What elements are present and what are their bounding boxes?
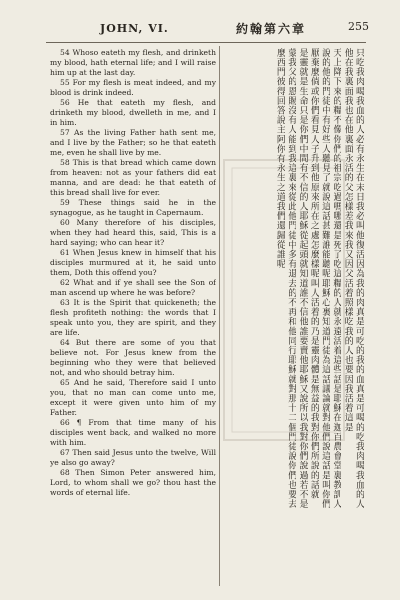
chinese-text-line: 他在我裏面我也在他裏面永活的父怎樣差我來我又因父活着照樣吃我的人也要因我活着這是	[342, 48, 353, 432]
chinese-text-line: 說的他的門徒中有好些人聽見了就說這話甚難誰能聽呢耶穌心裏知道門徒為這話議論就對他們說這話是叫你們	[320, 48, 331, 509]
verse: 65 And he said, Therefore said I unto you, that no man can come unto me, except it were given unto him of my Father.	[50, 378, 216, 417]
chinese-text-line: 蒙我父的恩賜沒有人能到我這裏來從此他門徒中多有退去的不再和他同行耶穌就對那十二個門徒說你們也要去	[286, 48, 297, 509]
verse: 55 For my flesh is meat indeed, and my blood is drink indeed.	[50, 78, 216, 97]
verse: 67 Then said Jesus unto the twelve, Will ye also go away?	[50, 448, 216, 467]
chinese-column	[222, 48, 364, 583]
chinese-text-line: 是靈就是生命只是你們中間有不信的人耶穌從起頭就知道誰不信他誰要賣他耶穌又說所以我對你們說過若不是	[297, 48, 308, 509]
chinese-text-line: 天上降下來的糧不像你們的祖宗吃過嗎哪還是死了吃這糧的人就永遠活着這些話是耶穌在迦百農會堂裏教訓人	[331, 48, 342, 509]
chinese-text-line: 厭棄麼倘或你們看見人子升到他原來所在之處怎麼樣呢叫人活着的乃是靈肉體是無益的我對你們所說的話就	[308, 48, 319, 500]
chinese-text-line: 只吃我肉喝我血的人必有永生在末日我必叫他復活因為我的肉真是可吃的我的血真是可喝的吃我肉喝我血的人	[354, 48, 364, 509]
chinese-text-line: 麼西門彼得回答說主阿你有永生之道我們還歸從誰呢	[274, 48, 285, 269]
running-head-chinese: 約翰第六章	[236, 22, 307, 36]
verse: 68 Then Simon Peter answered him, Lord, to whom shall we go? thou hast the words of eternal life.	[50, 468, 216, 497]
verse: 60 Many therefore of his disciples, when they had heard this, said, This is a hard saying; who can hear it?	[50, 218, 216, 247]
verse: 61 When Jesus knew in himself that his disciples murmured at it, he said unto them, Doth this offend you?	[50, 248, 216, 277]
column-divider	[219, 46, 220, 586]
verse: 66 ¶ From that time many of his disciples went back, and walked no more with him.	[50, 418, 216, 447]
running-head-english: JOHN, VI.	[100, 22, 169, 35]
verse: 56 He that eateth my flesh, and drinketh my blood, dwelleth in me, and I in him.	[50, 98, 216, 127]
page-number: 255	[348, 20, 369, 33]
verse: 62 What and if ye shall see the Son of man ascend up where he was before?	[50, 278, 216, 297]
header-rule	[46, 42, 366, 43]
english-column	[50, 48, 216, 583]
verse: 64 But there are some of you that believe not. For Jesus knew from the beginning who they were that believed not, and who should betray him.	[50, 338, 216, 377]
verse: 63 It is the Spirit that quickeneth; the flesh profiteth nothing: the words that I speak unto you, they are spirit, and they are life.	[50, 298, 216, 337]
verse: 59 These things said he in the synagogue, as he taught in Capernaum.	[50, 198, 216, 217]
verse: 54 Whoso eateth my flesh, and drinketh my blood, hath eternal life; and I will raise him up at the last day.	[50, 48, 216, 77]
page-header	[0, 0, 400, 44]
verse: 57 As the living Father hath sent me, and I live by the Father; so he that eateth me, even he shall live by me.	[50, 128, 216, 157]
verse: 58 This is that bread which came down from heaven: not as your fathers did eat manna, and are dead: he that eateth of this bread shall live for ever.	[50, 158, 216, 197]
